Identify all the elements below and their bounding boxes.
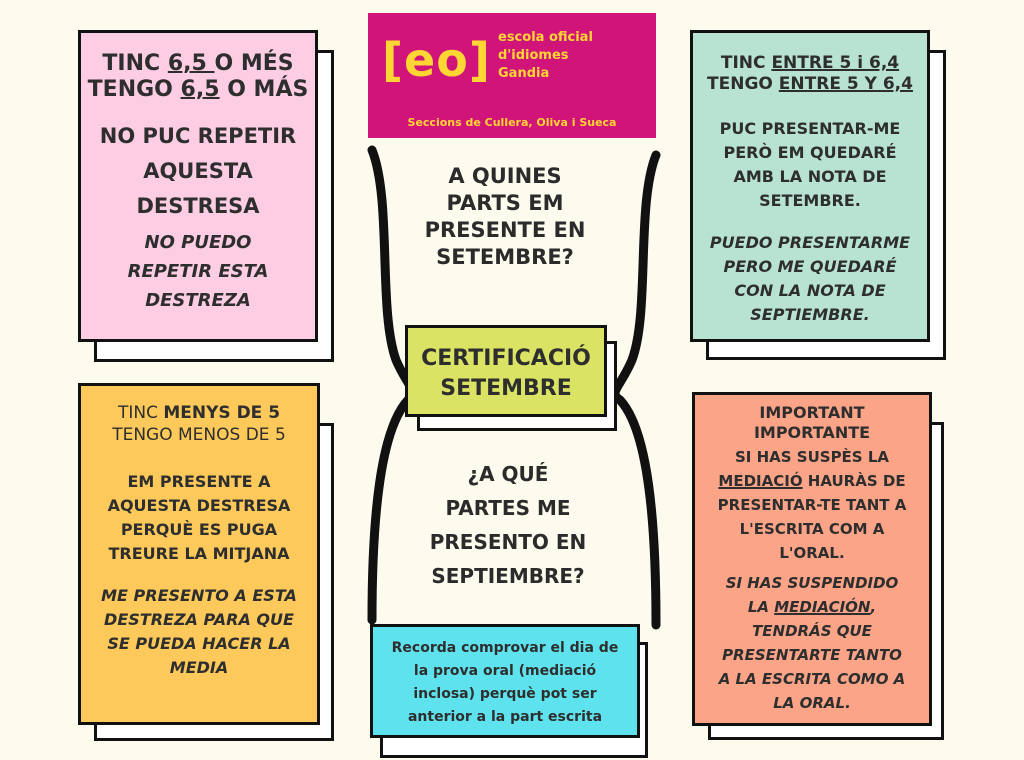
card-heading: TINC 6,5 O MÉS TENGO 6,5 O MÁS [87,51,309,102]
card-text-es: ME PRESENTO A ESTA DESTREZA PARA QUE SE PUEDA HACER LA MEDIA [101,586,297,677]
card-text-es: SI HAS SUSPENDIDO LA MEDIACIÓN, TENDRÁS QUE PRESENTARTE TANTO A LA ESCRITA COMO A LA ORAL. [718,574,906,712]
question-catalan: A QUINES PARTS EM PRESENTE EN SETEMBRE? [424,164,586,269]
card-text-ca: NO PUC REPETIR AQUESTA DESTRESA [99,124,297,218]
card-text-es: NO PUEDO REPETIR ESTA DESTREZA [127,232,269,311]
card-heading: TINC ENTRE 5 i 6,4 TENGO ENTRE 5 Y 6,4 [707,53,913,94]
right-brace [615,155,656,625]
logo-sections: Seccions de Cullera, Oliva i Sueca [407,116,617,129]
logo-mark: [eo] [382,33,491,87]
card-text-ca: PUC PRESENTAR-ME PERÒ EM QUEDARÉ AMB LA NOTA DE SETEMBRE. [719,119,901,210]
card-heading: TINC MENYS DE 5 TENGO MENOS DE 5 [112,403,286,445]
center-title: CERTIFICACIÓ [421,346,591,371]
school-logo [368,13,656,138]
card-text-ca: EM PRESENTE A AQUESTA DESTRESA PERQUÈ ES PUGA TREURE LA MITJANA [107,472,291,563]
question-spanish: ¿A QUÉ PARTES ME PRESENTO EN SEPTIEMBRE? [429,462,587,588]
logo-school-name: escola oficial d'idiomes Gandia [498,30,593,81]
card-heading: IMPORTANT IMPORTANTE [753,403,871,442]
card-text-es: PUEDO PRESENTARME PERO ME QUEDARÉ CON LA NOTA DE SEPTIEMBRE. [709,233,911,324]
card-text-ca: SI HAS SUSPÈS LA MEDIACIÓ HAURÀS DE PRESENTAR-TE TANT A L'ESCRITA COM A L'ORAL. [717,448,907,562]
